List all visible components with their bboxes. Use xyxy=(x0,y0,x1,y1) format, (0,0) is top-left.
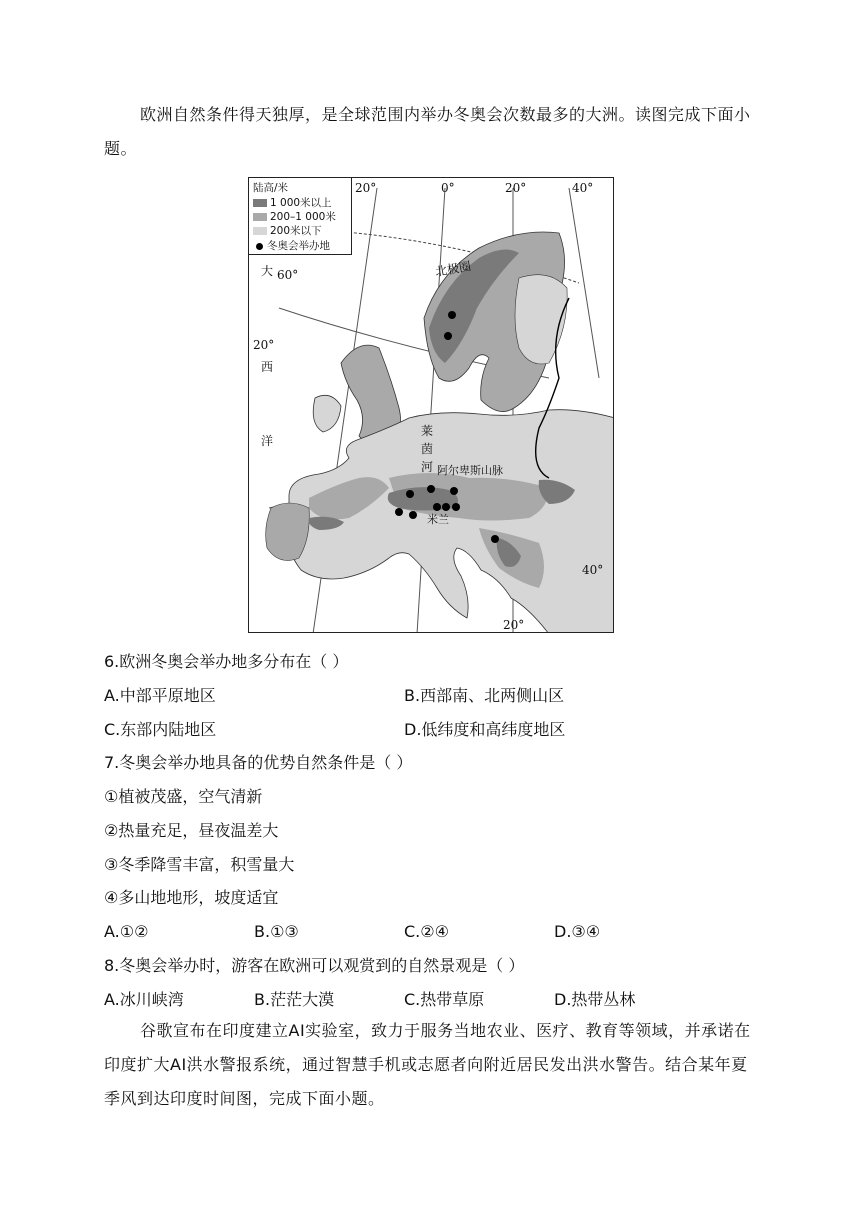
intro-paragraph: 欧洲自然条件得天独厚，是全球范围内举办冬奥会次数最多的大洲。读图完成下面小题。 xyxy=(104,105,751,158)
passage-2: 谷歌宣布在印度建立AI实验室，致力于服务当地农业、医疗、教育等领域，并承诺在印度扩大AI洪水警报系统，通过智慧手机或志愿者向附近居民发出洪水警告。结合某年夏季风到达印度时间图，完成下面小题。 xyxy=(104,1021,751,1108)
rhine-label-3: 河 xyxy=(421,460,434,474)
q6-option-d: D.低纬度和高纬度地区 xyxy=(404,720,566,739)
legend-item-high: 1 000米以上 xyxy=(253,195,332,207)
legend-swatch-low xyxy=(253,227,267,235)
question-6-stem: 6.欧洲冬奥会举办地多分布在（ ） xyxy=(104,652,349,671)
q7-option-d: D.③④ xyxy=(554,922,601,941)
lon-label-0: 0° xyxy=(441,181,455,195)
q8-option-d: D.热带丛林 xyxy=(554,990,636,1009)
lon-label-e20: 20° xyxy=(505,181,527,195)
q8-option-c: C.热带草原 xyxy=(404,990,485,1009)
q6-option-b: B.西部南、北两侧山区 xyxy=(404,686,565,705)
q7-statement-3: ③冬季降雪丰富，积雪量大 xyxy=(104,855,295,874)
q7-statement-2: ②热量充足，昼夜温差大 xyxy=(104,821,279,840)
q8-option-a: A.冰川峡湾 xyxy=(104,990,184,1009)
lon-label-20-left: 20° xyxy=(253,338,275,352)
lat-label-60: 60° xyxy=(277,268,299,282)
q7-option-c: C.②④ xyxy=(404,922,449,941)
q8-option-b: B.茫茫大漠 xyxy=(254,990,335,1009)
legend-item-mid: 200–1 000米 xyxy=(253,209,336,221)
question-7-stem: 7.冬奥会举办地具备的优势自然条件是（ ） xyxy=(104,753,413,772)
milan-label: 米兰 xyxy=(427,513,449,526)
ocean-label-2: 西 xyxy=(261,360,274,374)
q6-option-c: C.东部内陆地区 xyxy=(104,720,217,739)
ocean-label-3: 洋 xyxy=(261,434,274,448)
legend-item-low: 200米以下 xyxy=(253,223,322,235)
q7-statement-1: ①植被茂盛，空气清新 xyxy=(104,787,263,806)
q6-option-a: A.中部平原地区 xyxy=(104,686,216,705)
host-marker-icon xyxy=(256,243,263,250)
legend-title: 陆高/米 xyxy=(253,182,289,194)
lon-label-e40: 40° xyxy=(572,181,594,195)
lon-label-w20: 20° xyxy=(355,181,377,195)
rhine-label-2: 茵 xyxy=(421,442,434,456)
q7-statement-4: ④多山地地形，坡度适宜 xyxy=(104,888,279,907)
question-8-stem: 8.冬奥会举办时，游客在欧洲可以观赏到的自然景观是（ ） xyxy=(104,956,525,975)
alps-label: 阿尔卑斯山脉 xyxy=(437,464,503,477)
map-legend xyxy=(249,178,352,255)
legend-swatch-mid xyxy=(253,213,267,221)
legend-item-host: 冬奥会举办地 xyxy=(253,238,330,250)
lon-label-20-bottom: 20° xyxy=(503,618,525,632)
ocean-label-1: 大 xyxy=(261,264,274,278)
q7-option-a: A.①② xyxy=(104,922,149,941)
arctic-circle-label: 北极圈 xyxy=(434,258,473,280)
lat-label-40: 40° xyxy=(582,563,604,577)
rhine-label-1: 莱 xyxy=(421,424,434,438)
q7-option-b: B.①③ xyxy=(254,922,299,941)
europe-map xyxy=(248,177,614,633)
legend-swatch-high xyxy=(253,199,267,207)
